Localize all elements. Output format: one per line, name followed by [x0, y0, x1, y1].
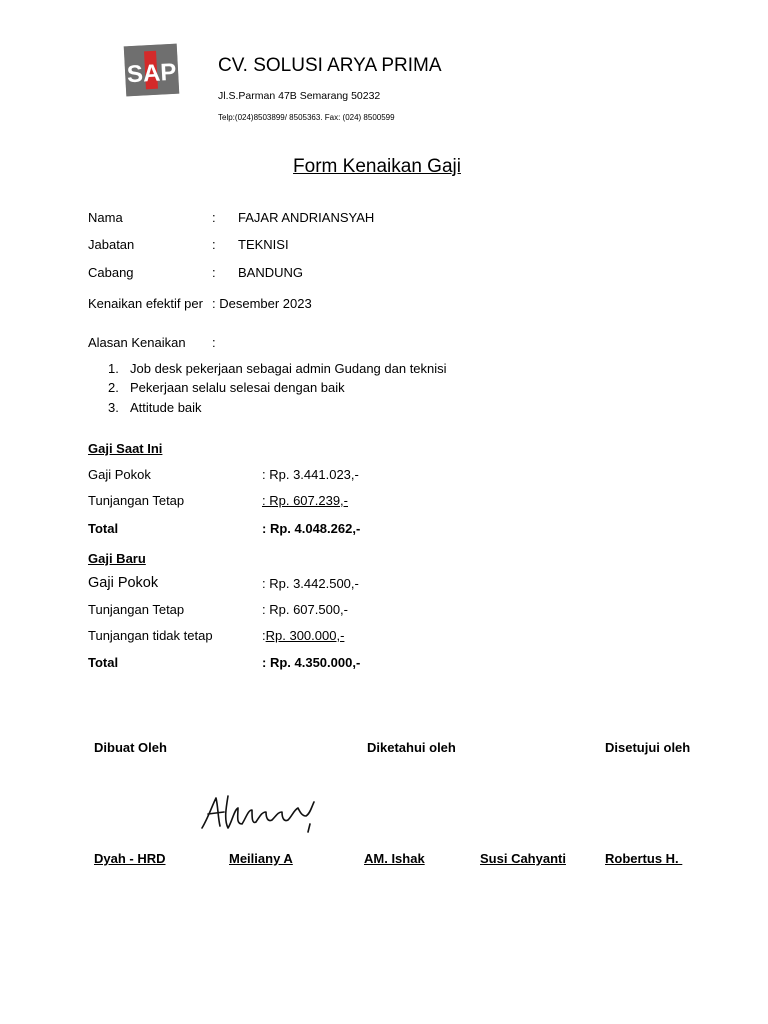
nama-value: FAJAR ANDRIANSYAH [238, 210, 375, 225]
jabatan-separator: : [212, 237, 216, 252]
company-logo [124, 44, 180, 97]
list-item-number: 2. [108, 380, 119, 395]
new-tunjangan-tetap-label: Tunjangan Tetap [88, 602, 185, 617]
jabatan-value: TEKNISI [238, 237, 289, 252]
new-total-value: : Rp. 4.350.000,- [262, 655, 361, 670]
cabang-value: BANDUNG [238, 265, 304, 280]
nama-separator: : [212, 210, 216, 225]
list-item [108, 400, 202, 415]
new-total-label: Total [88, 655, 119, 670]
nama-label: Nama [88, 210, 123, 225]
handwritten-signature [198, 788, 328, 838]
signatory-name: Dyah - HRD [94, 851, 166, 866]
list-item-text: Pekerjaan selalu selesai dengan baik [130, 380, 345, 395]
new-tunjangan-tetap-value: : Rp. 607.500,- [262, 602, 348, 617]
company-phone: Telp:(024)8503899/ 8505363. Fax: (024) 8500599 [218, 113, 395, 122]
cabang-label: Cabang [88, 265, 134, 280]
company-name: CV. SOLUSI ARYA PRIMA [218, 55, 442, 76]
logo-text: SAP [126, 58, 178, 89]
disetujui-oleh-label: Disetujui oleh [605, 740, 691, 755]
list-item-number: 1. [108, 361, 119, 376]
current-tunjangan-label: Tunjangan Tetap [88, 493, 185, 508]
new-tunjangan-tidak-tetap-colon: : [262, 628, 266, 643]
alasan-separator: : [212, 335, 216, 350]
new-tunjangan-tidak-tetap-label: Tunjangan tidak tetap [88, 628, 213, 643]
new-tunjangan-tidak-tetap-amount: Rp. 300.000,- [265, 628, 345, 643]
alasan-label: Alasan Kenaikan [88, 335, 186, 350]
efektif-label: Kenaikan efektif per [88, 296, 203, 311]
current-total-value: : Rp. 4.048.262,- [262, 521, 361, 536]
new-gaji-pokok-label: Gaji Pokok [88, 575, 159, 591]
list-item-text: Job desk pekerjaan sebagai admin Gudang dan teknisi [130, 361, 447, 376]
current-gaji-pokok-label: Gaji Pokok [88, 467, 151, 482]
efektif-value: : Desember 2023 [212, 296, 312, 311]
signatory-name: Robertus H. [605, 851, 683, 866]
list-item-number: 3. [108, 400, 119, 415]
signatory-name: AM. Ishak [364, 851, 425, 866]
cabang-separator: : [212, 265, 216, 280]
diketahui-oleh-label: Diketahui oleh [367, 740, 456, 755]
new-tunjangan-tidak-tetap-value [262, 628, 344, 643]
list-item [108, 361, 447, 376]
jabatan-label: Jabatan [88, 237, 135, 252]
list-item-text: Attitude baik [130, 400, 202, 415]
signatory-name: Susi Cahyanti [480, 851, 566, 866]
form-title: Form Kenaikan Gaji [293, 156, 461, 177]
current-gaji-pokok-value: : Rp. 3.441.023,- [262, 467, 359, 482]
list-item [108, 380, 345, 395]
new-salary-heading: Gaji Baru [88, 551, 146, 566]
current-tunjangan-value: : Rp. 607.239,- [262, 493, 348, 508]
signatory-name: Meiliany A [229, 851, 293, 866]
current-total-label: Total [88, 521, 119, 536]
dibuat-oleh-label: Dibuat Oleh [94, 740, 167, 755]
current-salary-heading: Gaji Saat Ini [88, 441, 163, 456]
company-address: Jl.S.Parman 47B Semarang 50232 [218, 90, 381, 102]
new-gaji-pokok-value: : Rp. 3.442.500,- [262, 576, 359, 591]
